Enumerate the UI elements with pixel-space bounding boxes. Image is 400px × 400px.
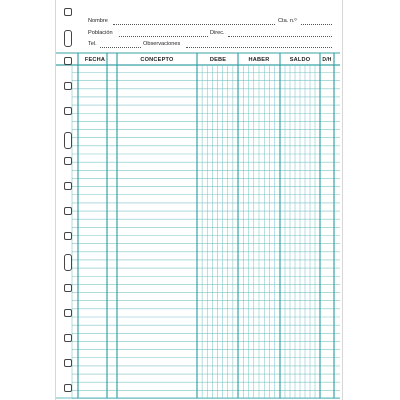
binder-hole <box>64 254 72 271</box>
binder-hole <box>64 182 72 190</box>
field-line-observaciones <box>186 47 332 48</box>
column-header-haber: HABER <box>248 57 270 63</box>
field-label-direc: Direc. <box>210 30 225 36</box>
binder-hole <box>64 8 72 16</box>
column-header-concepto: CONCEPTO <box>140 57 174 63</box>
binder-hole <box>64 309 72 317</box>
field-line-tel <box>100 47 141 48</box>
column-header-saldo: SALDO <box>289 57 311 63</box>
binder-hole <box>64 157 72 165</box>
binder-hole <box>64 232 72 240</box>
field-line-poblacion <box>119 36 208 37</box>
binder-hole <box>64 334 72 342</box>
binder-hole <box>64 207 72 215</box>
binder-hole <box>64 132 72 149</box>
column-header-fecha: FECHA <box>84 57 106 63</box>
column-header-dh: D/H <box>322 57 332 63</box>
binder-hole <box>64 359 72 367</box>
field-label-observaciones: Observaciones <box>143 41 181 47</box>
field-label-poblacion: Población <box>88 30 113 36</box>
field-label-tel: Tel. <box>88 41 97 47</box>
field-line-nombre <box>113 24 275 25</box>
binder-hole <box>64 107 72 115</box>
field-label-nombre: Nombre <box>88 18 108 24</box>
binder-hole <box>64 57 72 65</box>
binder-hole <box>64 82 72 90</box>
binder-hole <box>64 284 72 292</box>
column-header-debe: DEBE <box>209 57 227 63</box>
binder-hole <box>64 384 72 392</box>
field-line-direc <box>228 36 332 37</box>
binder-hole <box>64 30 72 47</box>
field-line-cta <box>301 24 332 25</box>
field-label-cta: Cta. n.º <box>278 18 297 24</box>
